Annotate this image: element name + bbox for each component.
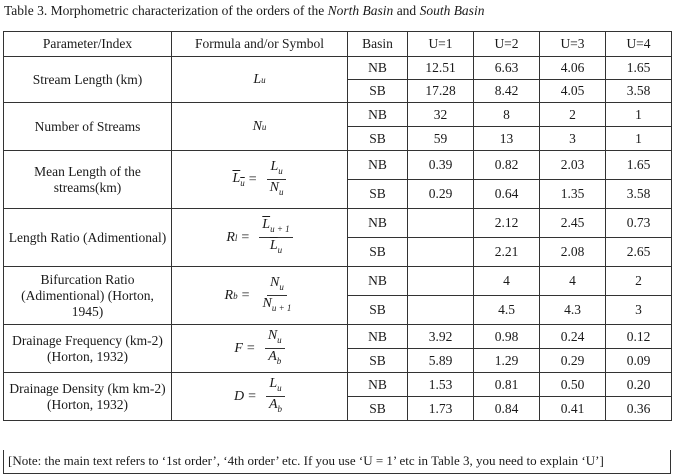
value-cell: 3.58 [606,80,672,103]
value-cell [408,267,474,296]
value-cell: 0.24 [540,325,606,349]
basin-cell: NB [348,57,408,80]
table-row [4,373,672,397]
caption-prefix: Table 3. Morphometric characterization of the orders of the [4,3,328,18]
value-cell: 2.65 [606,238,672,267]
value-cell: 12.51 [408,57,474,80]
table-row [4,103,672,127]
value-cell: 0.84 [474,397,540,421]
value-cell: 2.45 [540,209,606,238]
value-cell: 3.92 [408,325,474,349]
value-cell: 1.53 [408,373,474,397]
formula-bifurcation-ratio: R b = $\frac{N_u}{N_{u + 1}}$ [172,267,348,325]
table-row [4,267,672,296]
value-cell [408,296,474,325]
param-drainage-density: Drainage Density (km km-2) (Horton, 1932) [4,373,172,421]
param-stream-length: Stream Length (km) [4,57,172,103]
formula-drainage-density: D = $\frac{L_u}{A_b}$ [172,373,348,421]
table-note: [Note: the main text refers to ‘1st order’, ‘4th order’ etc. If you use ‘U = 1’ etc in Table 3, you need to explain ‘U’] [3,450,671,474]
header-u3: U=3 [540,32,606,57]
basin-cell: SB [348,349,408,373]
value-cell: 0.73 [606,209,672,238]
basin-cell: NB [348,267,408,296]
value-cell: 0.98 [474,325,540,349]
param-bifurcation-ratio: Bifurcation Ratio (Adimentional) (Horton, 1945) [4,267,172,325]
value-cell: 5.89 [408,349,474,373]
value-cell: 1.73 [408,397,474,421]
formula-stream-length: L u [172,57,348,103]
value-cell: 2.03 [540,151,606,180]
value-cell: 17.28 [408,80,474,103]
value-cell: 0.29 [540,349,606,373]
value-cell: 4.05 [540,80,606,103]
header-basin: Basin [348,32,408,57]
caption-south: South Basin [419,3,485,18]
header-parameter: Parameter/Index [4,32,172,57]
value-cell [408,209,474,238]
value-cell: 0.09 [606,349,672,373]
value-cell: 0.81 [474,373,540,397]
value-cell: 2 [540,103,606,127]
value-cell: 4 [474,267,540,296]
param-mean-length: Mean Length of the streams(km) [4,151,172,209]
basin-cell: SB [348,180,408,209]
value-cell: 2 [606,267,672,296]
table-row [4,325,672,349]
basin-cell: NB [348,103,408,127]
value-cell: 0.41 [540,397,606,421]
basin-cell: SB [348,127,408,151]
param-number-of-streams: Number of Streams [4,103,172,151]
value-cell: 2.08 [540,238,606,267]
value-cell: 0.82 [474,151,540,180]
value-cell: 4.5 [474,296,540,325]
value-cell: 2.12 [474,209,540,238]
value-cell: 0.39 [408,151,474,180]
value-cell: 0.12 [606,325,672,349]
value-cell: 0.20 [606,373,672,397]
value-cell: 1.65 [606,151,672,180]
value-cell: 0.50 [540,373,606,397]
formula-length-ratio: R l = $\frac{\overline{L}_{u + 1}}{\overline{L}_u}$ [172,209,348,267]
basin-cell: NB [348,373,408,397]
value-cell: 6.63 [474,57,540,80]
param-drainage-frequency: Drainage Frequency (km-2) (Horton, 1932) [4,325,172,373]
basin-cell: NB [348,151,408,180]
basin-cell: SB [348,296,408,325]
caption-and: and [393,3,420,18]
value-cell: 1.29 [474,349,540,373]
basin-cell: SB [348,238,408,267]
value-cell: 1 [606,127,672,151]
header-u1: U=1 [408,32,474,57]
header-u4: U=4 [606,32,672,57]
table-row [4,57,672,80]
value-cell: 3.58 [606,180,672,209]
formula-number-of-streams: N u [172,103,348,151]
value-cell [408,238,474,267]
value-cell: 8 [474,103,540,127]
morphometric-table [3,31,672,421]
header-u2: U=2 [474,32,540,57]
value-cell: 32 [408,103,474,127]
value-cell: 8.42 [474,80,540,103]
basin-cell: NB [348,325,408,349]
formula-drainage-frequency: F = $\frac{N_u}{A_b}$ [172,325,348,373]
formula-mean-length: $L_u$ = $\frac{L_u}{N_u}$ [172,151,348,209]
basin-cell: SB [348,80,408,103]
table-row [4,209,672,238]
value-cell: 1.65 [606,57,672,80]
value-cell: 1 [606,103,672,127]
table-caption [4,2,484,20]
value-cell: 59 [408,127,474,151]
value-cell: 0.64 [474,180,540,209]
value-cell: 2.21 [474,238,540,267]
value-cell: 0.36 [606,397,672,421]
table-row [4,151,672,180]
value-cell: 3 [540,127,606,151]
value-cell: 0.29 [408,180,474,209]
value-cell: 1.35 [540,180,606,209]
value-cell: 3 [606,296,672,325]
caption-north: North Basin [327,3,394,18]
value-cell: 4.3 [540,296,606,325]
value-cell: 4.06 [540,57,606,80]
header-formula: Formula and/or Symbol [172,32,348,57]
basin-cell: SB [348,397,408,421]
value-cell: 13 [474,127,540,151]
param-length-ratio: Length Ratio (Adimentional) [4,209,172,267]
value-cell: 4 [540,267,606,296]
basin-cell: NB [348,209,408,238]
header-row [4,32,672,57]
